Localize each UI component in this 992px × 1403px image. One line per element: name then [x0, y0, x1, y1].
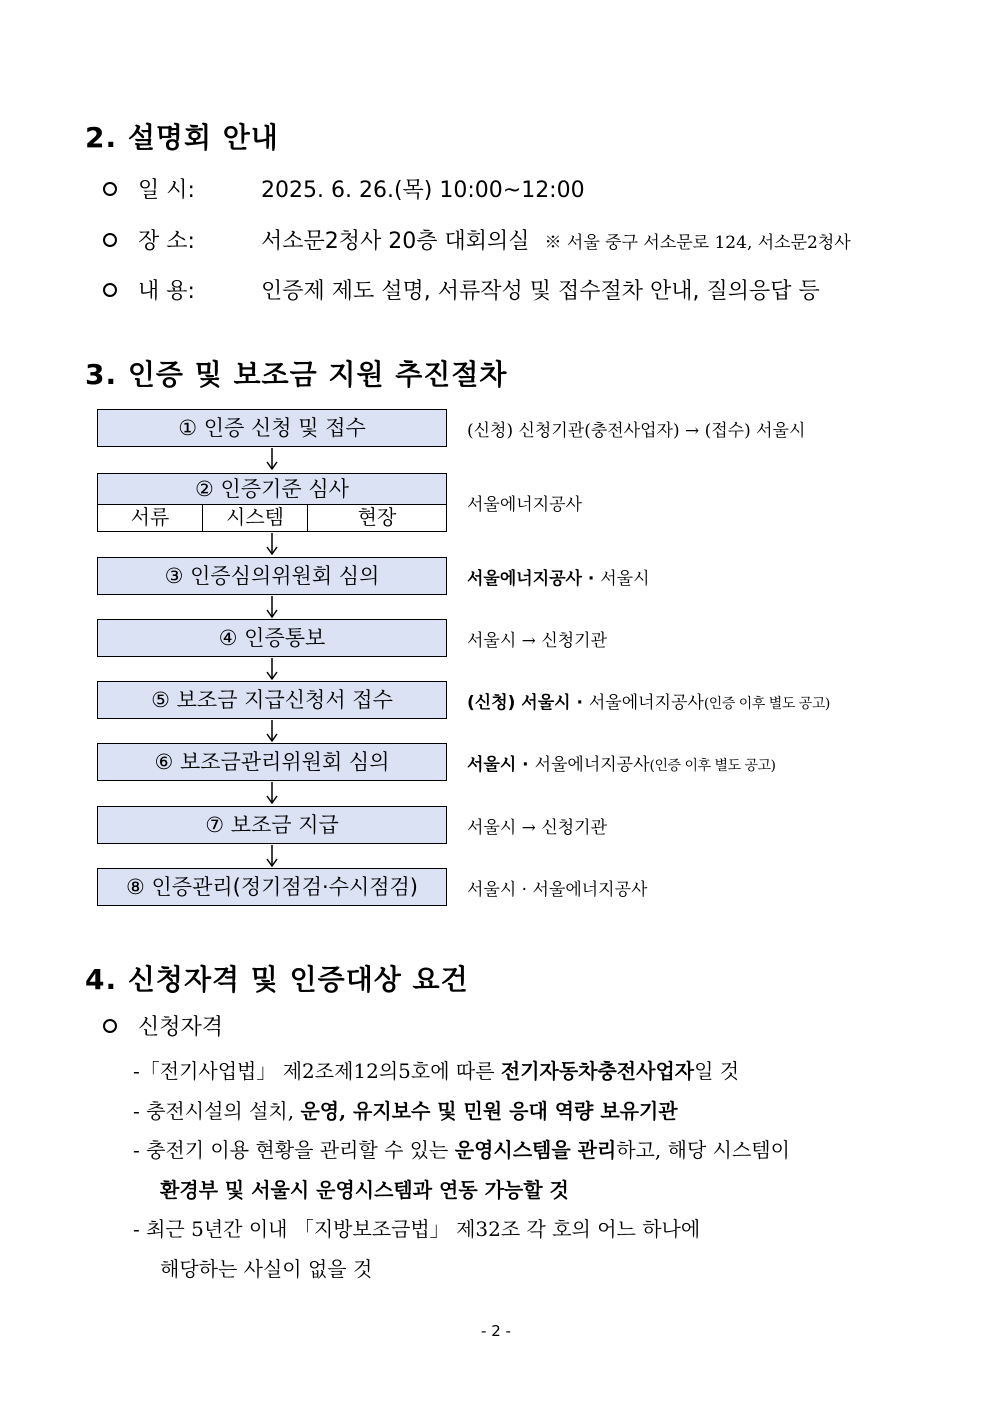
step-desc-8 — [467, 875, 647, 900]
desc-text: 서울시 → 신청기관 — [467, 818, 608, 838]
info-key: 내 용: — [138, 279, 195, 304]
step-desc-3 — [467, 564, 650, 589]
step-label: ② 인증기준 심사 — [195, 477, 349, 501]
req-text: 일 것 — [694, 1059, 740, 1083]
info-row-date — [103, 173, 585, 204]
step-desc-7 — [467, 813, 607, 838]
info-row-place — [103, 224, 851, 255]
step-label: ① 인증 신청 및 접수 — [178, 416, 366, 440]
step-sub-row — [98, 504, 446, 531]
requirement-3 — [133, 1134, 790, 1163]
info-key: 일 시: — [138, 178, 195, 203]
req-text: - 최근 5년간 이내 「지방보조금법」 제32조 각 호의 어느 하나에 — [133, 1217, 701, 1241]
step-label: ③ 인증심의위원회 심의 — [164, 564, 380, 588]
bullet-circle-icon — [103, 1019, 117, 1033]
step-label: ⑥ 보조금관리위원회 심의 — [154, 750, 390, 774]
info-note: ※ 서울 중구 서소문로 124, 서소문2청사 — [544, 233, 851, 253]
req-text: 해당하는 사실이 없을 것 — [160, 1257, 373, 1281]
desc-text: (신청) 신청기관(충전사업자) → (접수) 서울시 — [467, 421, 806, 441]
desc-text: 서울시 → 신청기관 — [467, 631, 608, 651]
info-value: 서소문2청사 20층 대회의실 — [261, 229, 530, 254]
step-box-7 — [97, 806, 447, 844]
req-text: - 충전시설의 설치, — [133, 1099, 301, 1123]
desc-text: 서울에너지공사 — [588, 693, 704, 713]
step-label: ⑦ 보조금 지급 — [205, 813, 339, 837]
step-box-6 — [97, 743, 447, 781]
desc-bold: 서울시 · — [467, 755, 535, 775]
sub-item-site: 현장 — [307, 505, 446, 531]
req-text: - 충전기 이용 현황을 관리할 수 있는 — [133, 1138, 455, 1162]
requirement-4 — [133, 1213, 700, 1242]
req-bold: 전기자동차충전사업자 — [500, 1059, 695, 1083]
req-bold: 운영, 유지보수 및 민원 응대 역량 보유기관 — [300, 1099, 678, 1123]
desc-bold: 서울에너지공사 · — [467, 569, 601, 589]
req-bold: 환경부 및 서울시 운영시스템과 연동 가능할 것 — [160, 1178, 569, 1202]
step-box-1 — [97, 409, 447, 447]
step-desc-2 — [467, 490, 582, 515]
section-2-title: 2. 설명회 안내 — [85, 121, 279, 154]
bullet-circle-icon — [103, 182, 117, 196]
qualification-heading — [103, 1010, 223, 1041]
step-desc-5 — [467, 688, 830, 713]
req-text: 하고, 해당 시스템이 — [616, 1138, 790, 1162]
section-4-title: 4. 신청자격 및 인증대상 요건 — [85, 963, 469, 996]
requirement-1 — [133, 1055, 739, 1084]
step-box-3 — [97, 557, 447, 595]
info-value: 2025. 6. 26.(목) 10:00~12:00 — [261, 178, 585, 203]
step-box-2 — [97, 473, 447, 532]
sub-item-system: 시스템 — [202, 505, 307, 531]
req-text: -「전기사업법」 제2조제12의5호에 따른 — [133, 1059, 501, 1083]
info-row-content — [103, 274, 820, 305]
info-key: 장 소: — [138, 229, 195, 254]
sub-item-documents: 서류 — [130, 505, 170, 529]
qualification-subtitle: 신청자격 — [138, 1015, 224, 1040]
req-bold: 운영시스템을 관리 — [454, 1138, 617, 1162]
desc-text: 서울시 — [600, 569, 650, 589]
desc-text: 서울에너지공사 — [534, 755, 650, 775]
desc-small: (인증 이후 별도 공고) — [703, 696, 830, 712]
requirement-4-cont — [160, 1253, 372, 1282]
step-box-5 — [97, 681, 447, 719]
step-desc-6 — [467, 750, 776, 775]
info-value: 인증제 제도 설명, 서류작성 및 접수절차 안내, 질의응답 등 — [261, 279, 820, 304]
step-box-4 — [97, 619, 447, 657]
section-3-title: 3. 인증 및 보조금 지원 추진절차 — [85, 358, 508, 391]
bullet-circle-icon — [103, 283, 117, 297]
desc-text: 서울에너지공사 — [467, 495, 582, 515]
arrow-down-icon — [264, 533, 280, 559]
arrow-down-icon — [264, 448, 280, 474]
step-box-8 — [97, 868, 447, 906]
requirement-2 — [133, 1095, 678, 1124]
requirement-3-cont — [160, 1174, 569, 1203]
step-label: ⑤ 보조금 지급신청서 접수 — [151, 688, 393, 712]
step-label: ④ 인증통보 — [218, 626, 326, 650]
arrow-down-icon — [264, 782, 280, 808]
bullet-circle-icon — [103, 233, 117, 247]
page-number: - 2 - — [481, 1322, 511, 1340]
desc-small: (인증 이후 별도 공고) — [649, 758, 776, 774]
desc-text: 서울시 · 서울에너지공사 — [467, 880, 648, 900]
step-desc-1 — [467, 416, 805, 441]
step-desc-4 — [467, 626, 607, 651]
step-label: ⑧ 인증관리(정기점검·수시점검) — [126, 875, 418, 899]
desc-bold: (신청) 서울시 · — [467, 693, 589, 713]
